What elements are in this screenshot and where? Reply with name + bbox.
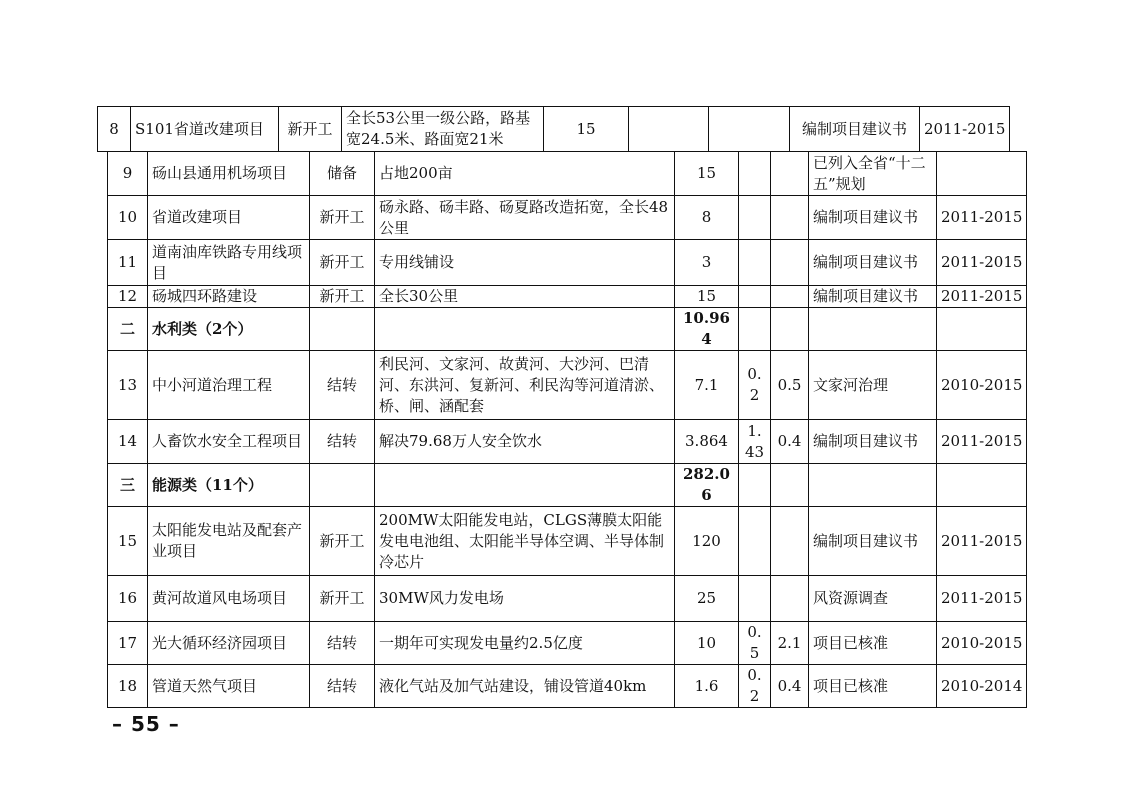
project-status: 项目已核准 [809,622,937,665]
empty-cell [739,308,771,351]
investment-col-2 [771,286,809,308]
row-number: 17 [108,622,148,665]
project-name: 太阳能发电站及配套产业项目 [148,507,310,576]
investment-col-1 [739,576,771,622]
project-name: 光大循环经济园项目 [148,622,310,665]
empty-cell [937,308,1027,351]
table-row [108,152,1027,196]
row-number: 11 [108,240,148,286]
total-investment: 7.1 [675,351,739,420]
empty-cell [809,464,937,507]
total-investment: 3.864 [675,420,739,464]
empty-cell [771,308,809,351]
table-row [108,507,1027,576]
total-investment: 8 [675,196,739,240]
project-content: 利民河、文家河、故黄河、大沙河、巴清河、东洪河、复新河、利民沟等河道清淤、桥、闸、涵配套 [375,351,675,420]
project-name: 管道天然气项目 [148,665,310,708]
project-name: 道南油库铁路专用线项目 [148,240,310,286]
category-total: 10.964 [675,308,739,351]
project-period: 2011-2015 [937,286,1027,308]
row-number: 12 [108,286,148,308]
total-investment: 15 [544,107,629,152]
project-type: 结转 [310,420,375,464]
investment-col-2: 0.4 [771,665,809,708]
empty-cell [937,464,1027,507]
project-type: 结转 [310,665,375,708]
table-row [108,351,1027,420]
project-status: 项目已核准 [809,665,937,708]
row-number: 16 [108,576,148,622]
investment-col-2 [771,240,809,286]
total-investment: 120 [675,507,739,576]
investment-col-1: 0.2 [739,351,771,420]
project-type: 新开工 [310,507,375,576]
project-type: 结转 [310,622,375,665]
row-number: 14 [108,420,148,464]
project-period [937,152,1027,196]
project-name: 砀山县通用机场项目 [148,152,310,196]
row-number: 9 [108,152,148,196]
project-content: 一期年可实现发电量约2.5亿度 [375,622,675,665]
project-status: 编制项目建议书 [790,107,920,152]
project-period: 2011-2015 [937,240,1027,286]
project-content: 液化气站及加气站建设，铺设管道40km [375,665,675,708]
investment-col-2: 2.1 [771,622,809,665]
page-number: – 55 – [112,712,180,736]
project-content: 全长53公里一级公路，路基宽24.5米、路面宽21米 [342,107,544,152]
project-status: 编制项目建议书 [809,420,937,464]
project-type: 结转 [310,351,375,420]
table-row [108,196,1027,240]
project-status: 已列入全省“十二五”规划 [809,152,937,196]
project-content: 专用线铺设 [375,240,675,286]
total-investment: 3 [675,240,739,286]
project-name: 省道改建项目 [148,196,310,240]
empty-cell [310,464,375,507]
project-period: 2011-2015 [937,576,1027,622]
investment-col-1 [739,286,771,308]
category-name: 水利类（2个） [148,308,310,351]
project-name: 人畜饮水安全工程项目 [148,420,310,464]
total-investment: 1.6 [675,665,739,708]
investment-col-1 [629,107,709,152]
total-investment: 25 [675,576,739,622]
empty-cell [310,308,375,351]
row-number: 18 [108,665,148,708]
project-name: 中小河道治理工程 [148,351,310,420]
project-period: 2011-2015 [937,507,1027,576]
project-table [107,151,1027,708]
project-status: 编制项目建议书 [809,507,937,576]
investment-col-2 [771,196,809,240]
category-name: 能源类（11个） [148,464,310,507]
project-type: 储备 [310,152,375,196]
project-content: 占地200亩 [375,152,675,196]
project-status: 文家河治理 [809,351,937,420]
project-content: 解决79.68万人安全饮水 [375,420,675,464]
investment-col-2 [771,576,809,622]
investment-col-2 [771,507,809,576]
row-number: 15 [108,507,148,576]
project-period: 2011-2015 [937,196,1027,240]
project-type: 新开工 [310,286,375,308]
investment-col-1 [739,240,771,286]
total-investment: 10 [675,622,739,665]
project-content: 全长30公里 [375,286,675,308]
table-row [108,576,1027,622]
category-row [108,308,1027,351]
project-content: 砀永路、砀丰路、砀夏路改造拓宽，全长48公里 [375,196,675,240]
investment-col-2 [771,152,809,196]
project-type: 新开工 [279,107,342,152]
investment-col-1 [739,152,771,196]
project-status: 编制项目建议书 [809,286,937,308]
category-row [108,464,1027,507]
table-row [108,665,1027,708]
investment-col-1 [739,507,771,576]
empty-cell [771,464,809,507]
project-name: 砀城四环路建设 [148,286,310,308]
investment-col-1: 1.43 [739,420,771,464]
row-number: 8 [98,107,131,152]
project-period: 2010-2014 [937,665,1027,708]
empty-cell [375,464,675,507]
investment-col-1 [739,196,771,240]
row-number: 10 [108,196,148,240]
top-row-table [97,106,1010,152]
category-number: 三 [108,464,148,507]
table-row [108,420,1027,464]
table-row [108,240,1027,286]
project-status: 编制项目建议书 [809,196,937,240]
investment-col-2 [709,107,790,152]
project-content: 200MW太阳能发电站，CLGS薄膜太阳能发电电池组、太阳能半导体空调、半导体制冷芯片 [375,507,675,576]
project-period: 2011-2015 [920,107,1010,152]
investment-col-2: 0.5 [771,351,809,420]
total-investment: 15 [675,286,739,308]
category-number: 二 [108,308,148,351]
project-type: 新开工 [310,196,375,240]
row-number: 13 [108,351,148,420]
empty-cell [375,308,675,351]
project-status: 风资源调查 [809,576,937,622]
project-content: 30MW风力发电场 [375,576,675,622]
investment-col-1: 0.2 [739,665,771,708]
project-period: 2010-2015 [937,351,1027,420]
table-row [98,107,1010,152]
investment-col-2: 0.4 [771,420,809,464]
total-investment: 15 [675,152,739,196]
project-status: 编制项目建议书 [809,240,937,286]
project-period: 2011-2015 [937,420,1027,464]
project-type: 新开工 [310,576,375,622]
project-name: 黄河故道风电场项目 [148,576,310,622]
investment-col-1: 0.5 [739,622,771,665]
table-row [108,286,1027,308]
empty-cell [809,308,937,351]
category-total: 282.06 [675,464,739,507]
project-period: 2010-2015 [937,622,1027,665]
table-row [108,622,1027,665]
project-type: 新开工 [310,240,375,286]
empty-cell [739,464,771,507]
project-name: S101省道改建项目 [131,107,279,152]
